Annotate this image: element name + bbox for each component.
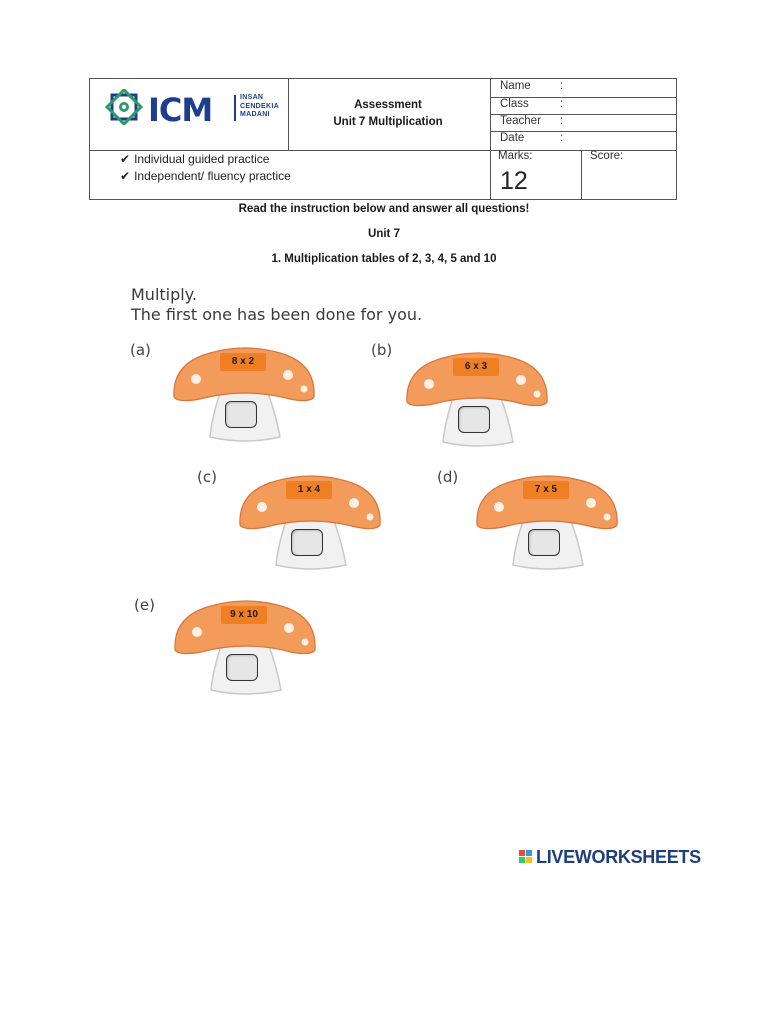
item-label: (e): [134, 596, 155, 614]
checklist-item: ✔ Individual guided practice: [120, 152, 270, 166]
item-label: (c): [197, 468, 217, 486]
exercise-subheading: The first one has been done for you.: [131, 305, 423, 324]
check-icon: ✔: [120, 169, 131, 183]
date-field[interactable]: Date :: [500, 132, 564, 144]
assessment-title: [288, 97, 488, 131]
problem-tag: 6 x 3: [453, 358, 499, 376]
problem-tag: 1 x 4: [286, 481, 332, 499]
exercise-heading: Multiply.: [131, 285, 197, 304]
marks-label: Marks:: [498, 150, 533, 162]
logo-sub-line: MADANI: [240, 111, 270, 118]
item-label: (d): [437, 468, 459, 486]
logo-brand: ICM: [148, 91, 213, 129]
problem-tag: 9 x 10: [221, 606, 267, 624]
class-field[interactable]: Class :: [500, 98, 564, 110]
answer-box[interactable]: [226, 654, 258, 681]
answer-box[interactable]: [528, 529, 560, 556]
field-label: Teacher: [500, 115, 541, 127]
marks-value: 12: [500, 167, 528, 195]
answer-box[interactable]: [225, 401, 257, 428]
name-field[interactable]: Name :: [500, 80, 564, 92]
icm-emblem-icon: [104, 89, 144, 125]
title-line: Assessment: [354, 99, 422, 111]
answer-box[interactable]: [291, 529, 323, 556]
problem-tag: 7 x 5: [523, 481, 569, 499]
item-label: (b): [371, 341, 393, 359]
liveworksheets-blocks-icon: [519, 850, 533, 864]
logo-sub-line: CENDEKIA: [240, 102, 279, 110]
icm-logo: [104, 89, 284, 127]
title-line: Unit 7 Multiplication: [333, 116, 443, 128]
liveworksheets-brand: LIVEWORKSHEETS: [536, 847, 701, 867]
field-label: Name: [500, 80, 531, 92]
exercise-instructions: [131, 285, 422, 325]
practice-checklist: [120, 151, 291, 185]
mushroom-item: [236, 473, 386, 573]
logo-separator: [234, 95, 236, 121]
divider: [581, 150, 582, 200]
assessment-header: [89, 78, 677, 200]
mushroom-item: [403, 350, 553, 450]
question-title: 1. Multiplication tables of 2, 3, 4, 5 and 10: [271, 253, 497, 265]
mushroom-item: [170, 345, 320, 445]
unit-heading: Unit 7: [368, 228, 400, 240]
field-label: Class: [500, 98, 529, 110]
instruction-line: Read the instruction below and answer all questions!: [238, 203, 530, 215]
logo-subtitle: [240, 94, 279, 120]
answer-box[interactable]: [458, 406, 490, 433]
field-label: Date: [500, 132, 525, 144]
item-label: (a): [130, 341, 151, 359]
teacher-field[interactable]: Teacher :: [500, 115, 564, 127]
logo-sub-line: INSAN: [240, 94, 264, 101]
mushroom-item: [473, 473, 623, 573]
mushroom-item: [171, 598, 321, 698]
problem-tag: 8 x 2: [220, 353, 266, 371]
check-icon: ✔: [120, 152, 131, 166]
score-label: Score:: [590, 150, 624, 162]
checklist-item: ✔ Independent/ fluency practice: [120, 169, 291, 183]
